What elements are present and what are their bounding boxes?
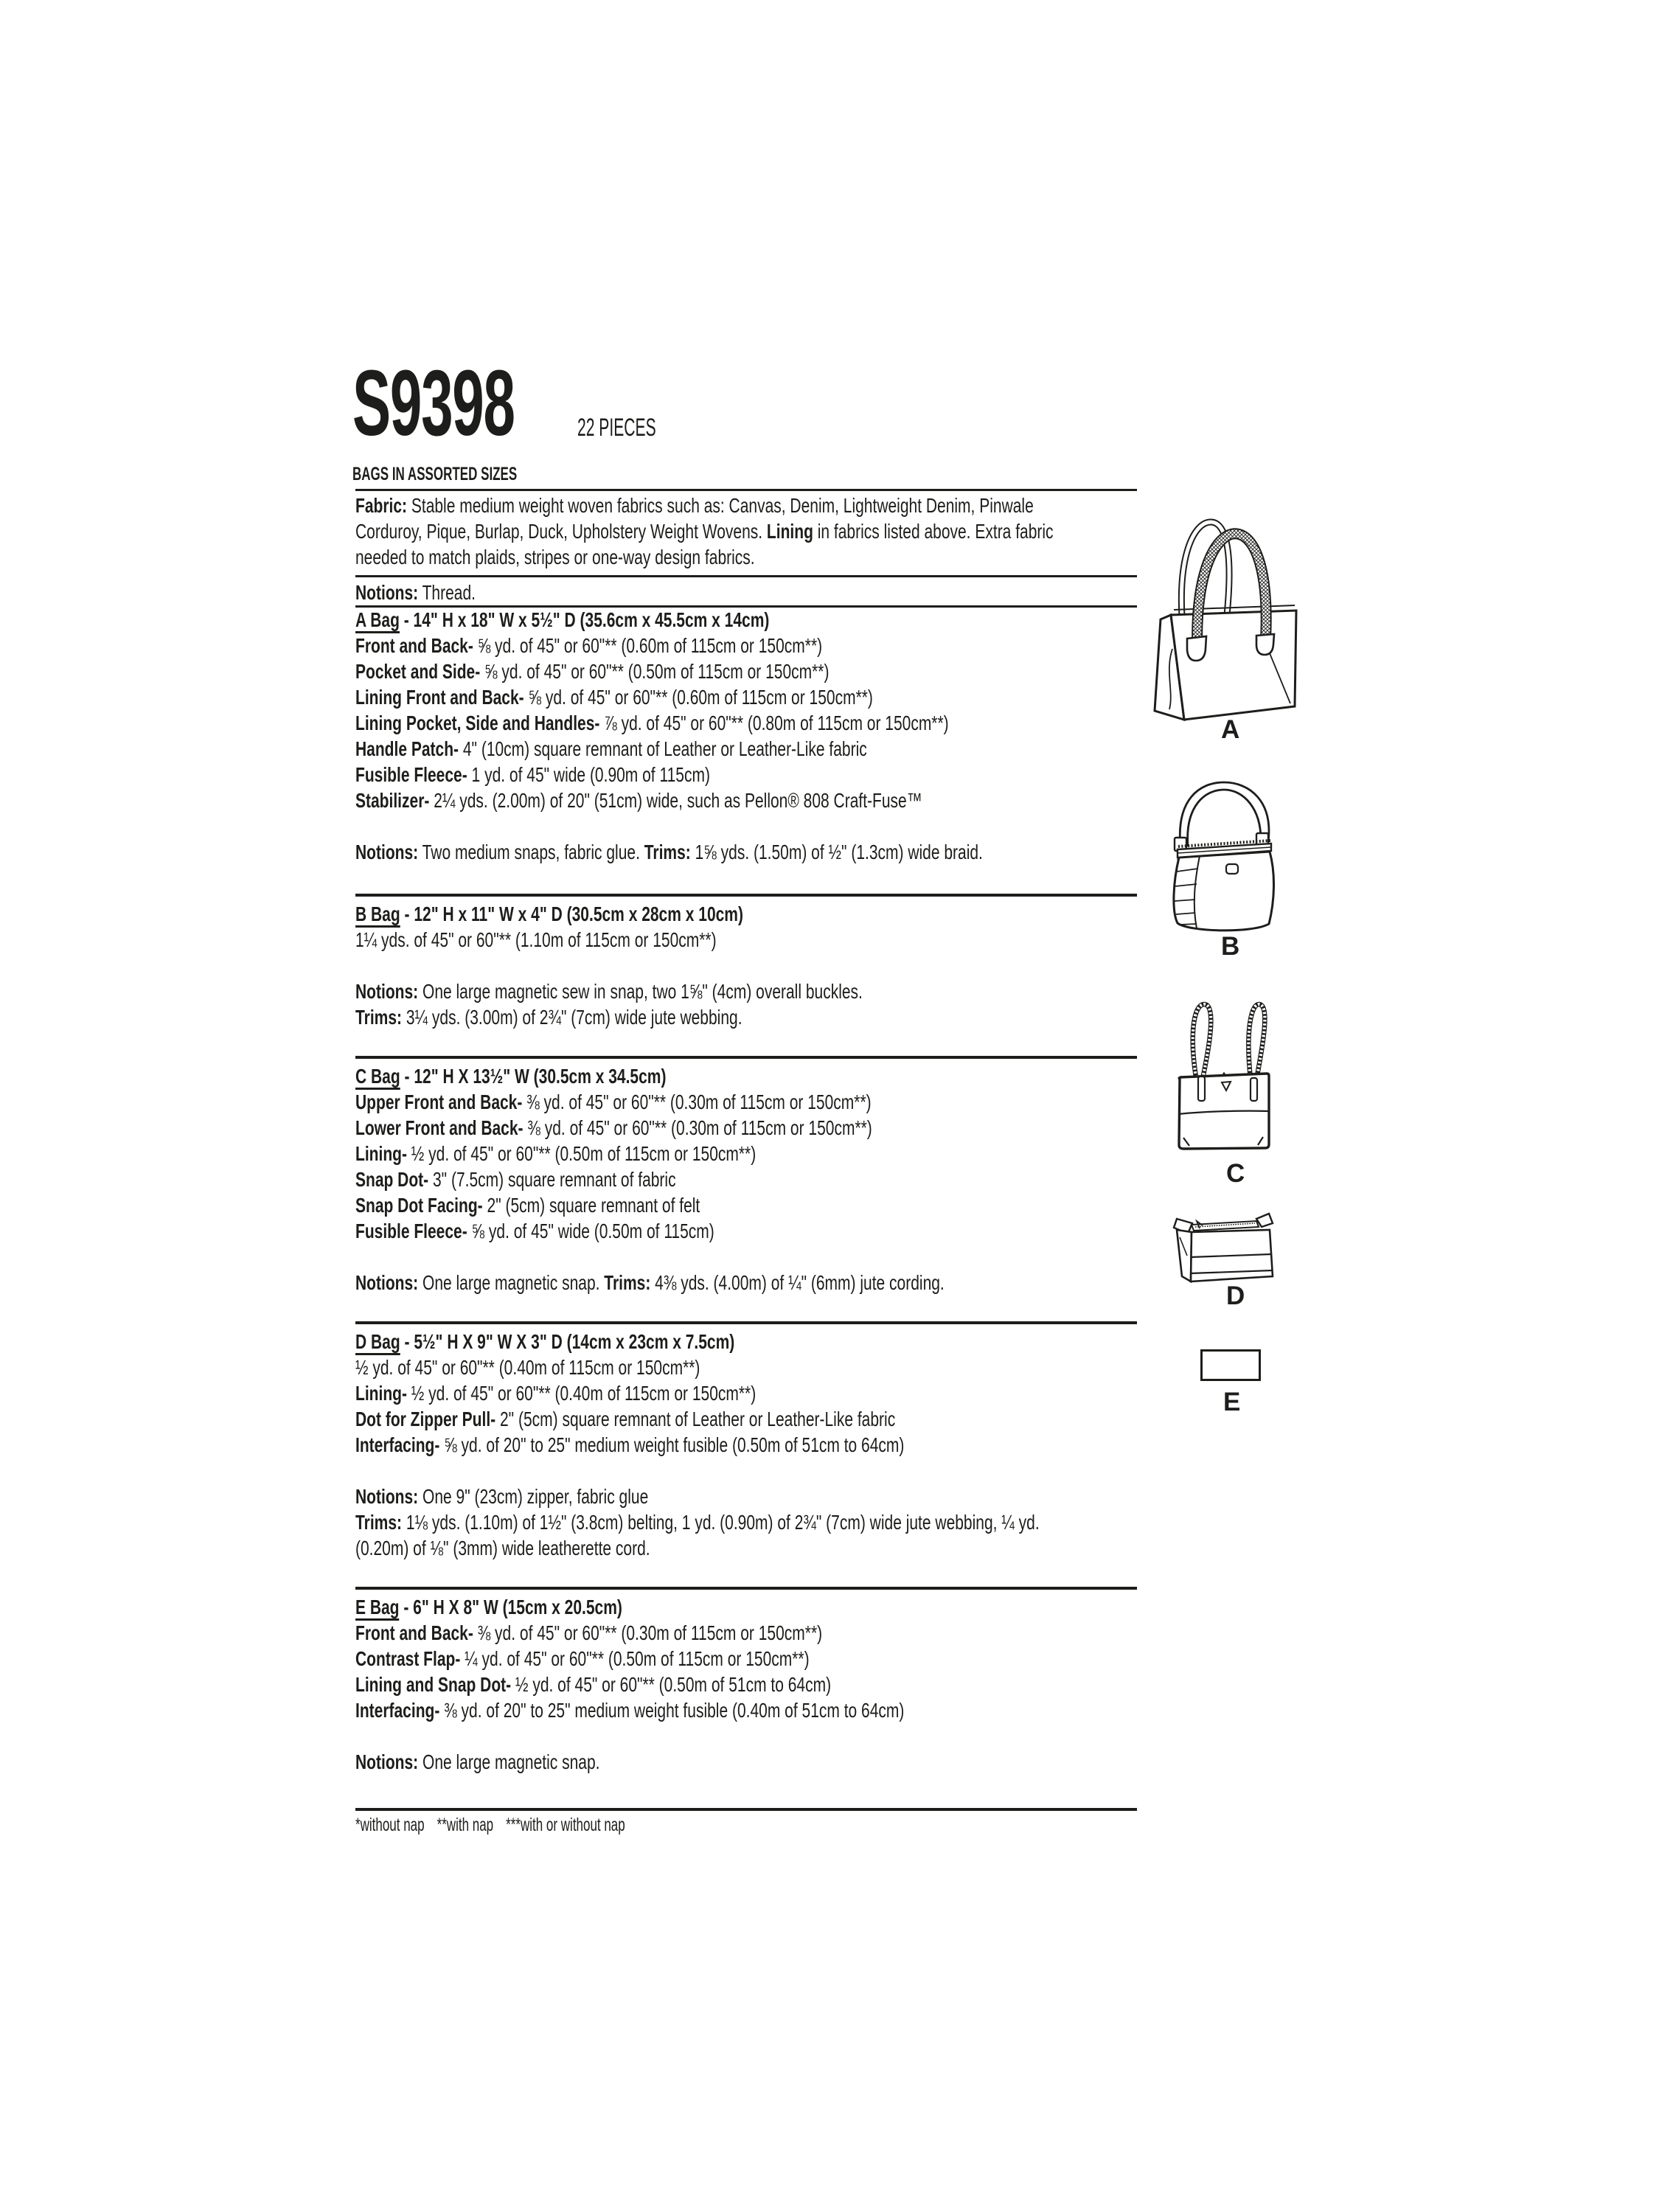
bag-d-illustration — [1172, 1211, 1277, 1287]
bag-b-illustration — [1167, 779, 1281, 935]
divider-rule — [355, 1587, 1137, 1590]
bag-a-item: Stabilizer- 2¼ yds. (2.00m) of 20" (51cm) wide, such as Pellon® 808 Craft-Fuse™ — [355, 789, 922, 812]
bag-e-illustration — [1200, 1349, 1261, 1381]
general-notions-line: Notions: Thread. — [355, 581, 476, 604]
bag-a-item: Lining Pocket, Side and Handles- ⅞ yd. of 45" or 60"** (0.80m of 115cm or 150cm**) — [355, 712, 949, 734]
figure-label-d: D — [1226, 1281, 1245, 1310]
bag-b-body — [1174, 852, 1274, 931]
bag-a-section — [355, 607, 1192, 865]
divider-rule — [355, 1808, 1137, 1811]
divider-rule — [355, 575, 1137, 577]
bag-e-section — [355, 1594, 1088, 1775]
bag-d-dimensions: - 5½" H X 9" W X 3" D (14cm x 23cm x 7.5cm) — [404, 1330, 735, 1353]
bag-c-item: Upper Front and Back- ⅜ yd. of 45" or 60"** (0.30m of 115cm or 150cm**) — [355, 1091, 872, 1113]
bag-c-section — [355, 1063, 1141, 1295]
bag-b-dimensions: - 12" H x 11" W x 4" D (30.5cm x 28cm x 10cm) — [404, 902, 743, 925]
bag-b-trims: Trims: 3¼ yds. (3.00m) of 2¾" (7cm) wide jute webbing. — [355, 1006, 742, 1029]
pieces-count: 22 PIECES — [577, 414, 656, 442]
bag-a-name: A Bag — [355, 608, 400, 633]
bag-c-item: Lower Front and Back- ⅜ yd. of 45" or 60"** (0.30m of 115cm or 150cm**) — [355, 1116, 872, 1139]
bag-c-illustration — [1173, 1000, 1273, 1152]
bag-c-notions-trims: Notions: One large magnetic snap. Trims: 4⅜ yds. (4.00m) of ¼" (6mm) jute cording. — [355, 1271, 945, 1294]
bag-e-heading — [355, 1594, 904, 1620]
bag-d-section — [355, 1329, 1267, 1561]
divider-rule — [355, 1056, 1137, 1059]
divider-rule — [355, 489, 1137, 491]
bag-a-drawing — [1146, 516, 1301, 723]
bag-a-heading — [355, 607, 983, 633]
bag-b-heading — [355, 901, 863, 927]
nap-footnote — [355, 1812, 638, 1838]
bag-a-item: Pocket and Side- ⅝ yd. of 45" or 60"** (0.50m of 115cm or 150cm**) — [355, 660, 830, 683]
footnote-with-nap: **with nap — [437, 1815, 494, 1835]
bag-b-name: B Bag — [355, 902, 400, 928]
bag-e-notions: Notions: One large magnetic snap. — [355, 1750, 600, 1773]
bag-d-item: Interfacing- ⅝ yd. of 20" to 25" medium weight fusible (0.50m of 51cm to 64cm) — [355, 1433, 905, 1456]
divider-rule — [355, 894, 1137, 897]
bag-a-body — [1155, 605, 1296, 720]
footnote-with-or-without-nap: ***with or without nap — [506, 1815, 625, 1835]
figure-label-a: A — [1221, 715, 1240, 744]
bag-d-zipper — [1192, 1221, 1259, 1231]
bag-b-yardage: 1¼ yds. of 45" or 60"** (1.10m of 115cm or 150cm**) — [355, 928, 717, 951]
bag-d-item: Dot for Zipper Pull- 2" (5cm) square remnant of Leather or Leather-Like fabric — [355, 1408, 896, 1430]
bag-a-notions-trims: Notions: Two medium snaps, fabric glue. Trims: 1⅝ yds. (1.50m) of ½" (1.3cm) wide braid. — [355, 841, 983, 863]
lining-label: Lining — [766, 520, 813, 543]
pattern-number: S9398 — [352, 351, 515, 455]
bag-d-item: Lining- ½ yd. of 45" or 60"** (0.40m of 115cm or 150cm**) — [355, 1382, 757, 1405]
bag-a-dimensions: - 14" H x 18" W x 5½" D (35.6cm x 45.5cm x 14cm) — [403, 608, 770, 631]
fabric-label: Fabric: — [355, 494, 408, 517]
divider-rule — [355, 1321, 1137, 1324]
bag-a-item: Fusible Fleece- 1 yd. of 45" wide (0.90m of 115cm) — [355, 763, 710, 786]
bag-d-trims-continued: (0.20m) of ⅛" (3mm) wide leatherette cord. — [355, 1537, 650, 1559]
bag-d-drawing — [1172, 1211, 1277, 1287]
bag-e-item: Front and Back- ⅜ yd. of 45" or 60"** (0.30m of 115cm or 150cm**) — [355, 1621, 823, 1644]
general-notions-section — [355, 580, 515, 605]
notions-label: Notions: — [355, 581, 419, 604]
bag-e-item: Contrast Flap- ¼ yd. of 45" or 60"** (0.50m of 115cm or 150cm**) — [355, 1647, 810, 1670]
bag-e-dimensions: - 6" H X 8" W (15cm x 20.5cm) — [403, 1596, 622, 1618]
fabric-line: Fabric: Stable medium weight woven fabrics such as: Canvas, Denim, Lightweight Denim, Pinwale — [355, 494, 1034, 517]
fabric-line: needed to match plaids, stripes or one-way design fabrics. — [355, 546, 755, 568]
bag-c-dimensions: - 12" H X 13½" W (30.5cm x 34.5cm) — [404, 1065, 667, 1088]
bag-b-drawing — [1167, 779, 1281, 935]
bag-b-snap — [1226, 864, 1238, 874]
figure-label-c: C — [1226, 1159, 1245, 1188]
bag-a-illustration — [1146, 516, 1301, 723]
bag-c-heading — [355, 1063, 945, 1089]
bag-d-trims: Trims: 1⅛ yds. (1.10m) of 1½" (3.8cm) belting, 1 yd. (0.90m) of 2¾" (7cm) wide jute webbing, ¼ yd. — [355, 1511, 1040, 1534]
bag-c-item: Fusible Fleece- ⅝ yd. of 45" wide (0.50m of 115cm) — [355, 1220, 714, 1242]
bag-b-section — [355, 901, 1032, 1030]
bag-e-name: E Bag — [355, 1596, 400, 1621]
bag-d-body — [1177, 1230, 1273, 1281]
bag-c-item: Snap Dot Facing- 2" (5cm) square remnant of felt — [355, 1194, 700, 1217]
bag-d-name: D Bag — [355, 1330, 400, 1355]
category-heading: BAGS IN ASSORTED SIZES — [352, 464, 518, 484]
bag-e-item: Interfacing- ⅜ yd. of 20" to 25" medium weight fusible (0.40m of 51cm to 64cm) — [355, 1699, 905, 1722]
bag-c-name: C Bag — [355, 1065, 400, 1090]
bag-d-notions: Notions: One 9" (23cm) zipper, fabric glue — [355, 1485, 649, 1508]
bag-c-drawing — [1173, 1000, 1273, 1152]
bag-d-heading — [355, 1329, 1040, 1354]
bag-c-item: Lining- ½ yd. of 45" or 60"** (0.50m of 115cm or 150cm**) — [355, 1142, 757, 1165]
bag-a-item: Lining Front and Back- ⅝ yd. of 45" or 60"** (0.60m of 115cm or 150cm**) — [355, 686, 873, 709]
bag-a-item: Front and Back- ⅝ yd. of 45" or 60"** (0.60m of 115cm or 150cm**) — [355, 634, 823, 657]
footnote-without-nap: *without nap — [355, 1815, 425, 1835]
figure-label-e: E — [1223, 1388, 1241, 1416]
bag-c-item: Snap Dot- 3" (7.5cm) square remnant of fabric — [355, 1168, 676, 1191]
bag-c-cord-handles — [1193, 1004, 1265, 1079]
bag-e-item: Lining and Snap Dot- ½ yd. of 45" or 60"** (0.50m of 51cm to 64cm) — [355, 1673, 832, 1696]
bag-a-item: Handle Patch- 4" (10cm) square remnant of Leather or Leather-Like fabric — [355, 737, 867, 760]
bag-b-notions: Notions: One large magnetic sew in snap, two 1⅝" (4cm) overall buckles. — [355, 980, 863, 1003]
bag-d-yardage: ½ yd. of 45" or 60"** (0.40m of 115cm or 150cm**) — [355, 1356, 700, 1379]
fabric-line: Corduroy, Pique, Burlap, Duck, Upholstery Weight Wovens. Lining in fabrics listed above. Extra fabric — [355, 520, 1054, 543]
figure-label-b: B — [1221, 932, 1240, 961]
